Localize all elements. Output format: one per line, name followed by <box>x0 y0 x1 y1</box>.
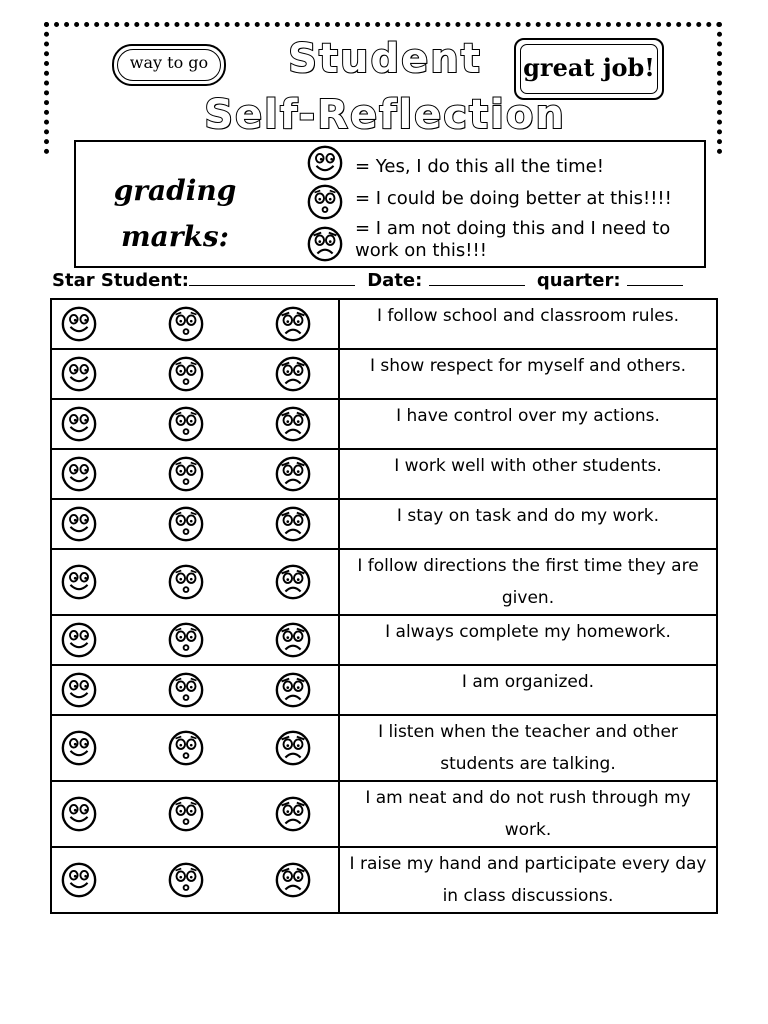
title-self-reflection: Self-Reflection <box>204 92 566 138</box>
happy-face-icon <box>306 144 344 182</box>
happy-face-icon[interactable] <box>60 355 98 393</box>
table-row <box>51 847 717 913</box>
neutral-face-icon[interactable] <box>167 455 205 493</box>
star-student-field[interactable] <box>189 271 355 286</box>
grading-marks-label <box>100 168 250 260</box>
face-options <box>52 795 338 833</box>
faces-cell <box>51 615 339 665</box>
statement-cell: I show respect for myself and others. <box>339 349 717 399</box>
faces-cell <box>51 847 339 913</box>
sad-face-icon[interactable] <box>274 305 312 343</box>
face-options <box>52 355 338 393</box>
table-row <box>51 299 717 349</box>
statement-cell: I am neat and do not rush through my work. <box>339 781 717 847</box>
statement-cell: I am organized. <box>339 665 717 715</box>
happy-face-icon[interactable] <box>60 729 98 767</box>
faces-cell <box>51 499 339 549</box>
face-options <box>52 405 338 443</box>
sad-face-icon[interactable] <box>274 505 312 543</box>
happy-face-icon[interactable] <box>60 795 98 833</box>
faces-cell <box>51 549 339 615</box>
faces-cell <box>51 299 339 349</box>
statement-cell: I stay on task and do my work. <box>339 499 717 549</box>
sad-face-icon[interactable] <box>274 671 312 709</box>
happy-face-icon[interactable] <box>60 621 98 659</box>
sad-face-icon[interactable] <box>274 563 312 601</box>
key-yes: = Yes, I do this all the time! <box>355 156 604 177</box>
neutral-face-icon[interactable] <box>167 305 205 343</box>
face-options <box>52 455 338 493</box>
face-options <box>52 305 338 343</box>
sad-face-icon[interactable] <box>274 861 312 899</box>
statement-cell: I always complete my homework. <box>339 615 717 665</box>
face-options <box>52 729 338 767</box>
sad-face-icon <box>306 225 344 263</box>
key-could-be-better: = I could be doing better at this!!!! <box>355 188 672 209</box>
statement-cell: I work well with other students. <box>339 449 717 499</box>
great-job-text: great job! <box>523 53 655 82</box>
statement-cell: I have control over my actions. <box>339 399 717 449</box>
happy-face-icon[interactable] <box>60 305 98 343</box>
happy-face-icon[interactable] <box>60 563 98 601</box>
table-row <box>51 449 717 499</box>
student-info-line <box>52 270 712 291</box>
happy-face-icon[interactable] <box>60 455 98 493</box>
happy-face-icon[interactable] <box>60 505 98 543</box>
neutral-face-icon[interactable] <box>167 621 205 659</box>
table-row <box>51 549 717 615</box>
table-row <box>51 499 717 549</box>
face-options <box>52 563 338 601</box>
faces-cell <box>51 349 339 399</box>
neutral-face-icon[interactable] <box>167 729 205 767</box>
table-row <box>51 399 717 449</box>
faces-cell <box>51 665 339 715</box>
table-row <box>51 349 717 399</box>
neutral-face-icon[interactable] <box>167 671 205 709</box>
table-row <box>51 781 717 847</box>
faces-cell <box>51 449 339 499</box>
face-options <box>52 621 338 659</box>
quarter-label: quarter: <box>536 270 621 291</box>
grading-label-line1: grading <box>113 174 237 207</box>
statement-cell: I raise my hand and participate every day in class discussions. <box>339 847 717 913</box>
faces-cell <box>51 715 339 781</box>
sad-face-icon[interactable] <box>274 355 312 393</box>
face-options <box>52 671 338 709</box>
key-need-to-work: = I am not doing this and I need to work on this!!! <box>355 218 671 261</box>
statement-cell: I follow directions the first time they are given. <box>339 549 717 615</box>
neutral-face-icon[interactable] <box>167 505 205 543</box>
happy-face-icon[interactable] <box>60 405 98 443</box>
star-student-label: Star Student: <box>52 270 189 291</box>
date-label: Date: <box>367 270 423 291</box>
neutral-face-icon[interactable] <box>167 861 205 899</box>
sad-face-icon[interactable] <box>274 405 312 443</box>
way-to-go-text: way to go <box>129 53 209 72</box>
sad-face-icon[interactable] <box>274 795 312 833</box>
title-student: Student <box>288 36 482 82</box>
great-job-badge <box>514 38 664 100</box>
table-row <box>51 615 717 665</box>
way-to-go-badge <box>112 44 226 86</box>
neutral-face-icon[interactable] <box>167 405 205 443</box>
sad-face-icon[interactable] <box>274 455 312 493</box>
statement-cell: I listen when the teacher and other students are talking. <box>339 715 717 781</box>
date-field[interactable] <box>429 271 525 286</box>
sad-face-icon[interactable] <box>274 729 312 767</box>
face-options <box>52 861 338 899</box>
neutral-face-icon[interactable] <box>167 795 205 833</box>
quarter-field[interactable] <box>627 271 683 286</box>
statement-cell: I follow school and classroom rules. <box>339 299 717 349</box>
neutral-face-icon <box>306 183 344 221</box>
reflection-table <box>50 298 718 914</box>
neutral-face-icon[interactable] <box>167 355 205 393</box>
table-row <box>51 665 717 715</box>
happy-face-icon[interactable] <box>60 671 98 709</box>
grading-label-line2: marks: <box>120 220 230 253</box>
faces-cell <box>51 781 339 847</box>
neutral-face-icon[interactable] <box>167 563 205 601</box>
happy-face-icon[interactable] <box>60 861 98 899</box>
table-row <box>51 715 717 781</box>
faces-cell <box>51 399 339 449</box>
face-options <box>52 505 338 543</box>
sad-face-icon[interactable] <box>274 621 312 659</box>
